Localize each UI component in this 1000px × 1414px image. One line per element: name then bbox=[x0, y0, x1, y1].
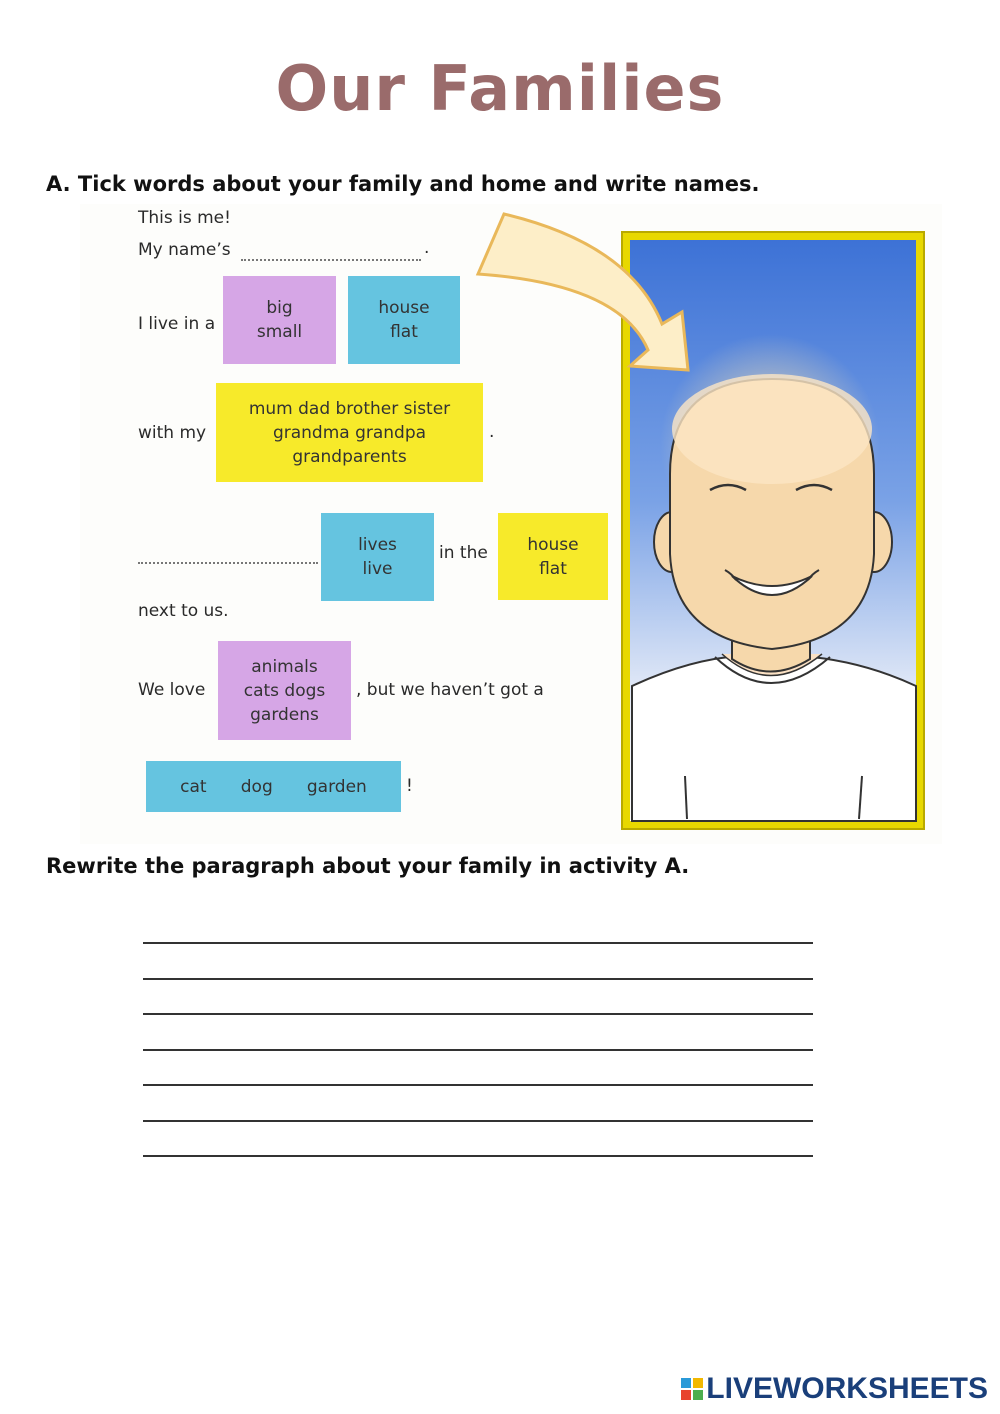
my-name-label: My name’s bbox=[138, 240, 231, 260]
singular-choice-box[interactable] bbox=[146, 761, 401, 812]
choice-cats-dogs[interactable]: cats dogs bbox=[243, 680, 326, 701]
page-title: Our Families bbox=[275, 52, 725, 125]
choice-big[interactable]: big bbox=[266, 298, 293, 318]
but-we-havent-text: , but we haven’t got a bbox=[356, 680, 544, 700]
home-choice-box-1[interactable] bbox=[348, 276, 460, 364]
choice-live[interactable]: live bbox=[362, 559, 393, 579]
relative-name-blank[interactable] bbox=[138, 552, 318, 564]
choice-animals[interactable]: animals bbox=[251, 656, 318, 677]
writing-line[interactable] bbox=[143, 978, 813, 980]
section-a-heading: A. Tick words about your family and home and write names. bbox=[46, 172, 760, 196]
writing-line[interactable] bbox=[143, 1049, 813, 1051]
choice-cat[interactable]: cat bbox=[180, 776, 207, 797]
choice-house-1[interactable]: house bbox=[378, 298, 430, 318]
choice-garden[interactable]: garden bbox=[306, 776, 367, 797]
writing-line[interactable] bbox=[143, 1120, 813, 1122]
choice-family-line-3[interactable]: grandparents bbox=[292, 446, 407, 467]
choice-house-2[interactable]: house bbox=[527, 534, 579, 555]
verb-choice-box[interactable] bbox=[321, 513, 434, 601]
in-the-label: in the bbox=[439, 543, 488, 563]
shirt bbox=[632, 656, 916, 821]
rewrite-heading: Rewrite the paragraph about your family in activity A. bbox=[46, 854, 690, 878]
animals-choice-box[interactable] bbox=[218, 641, 351, 740]
with-my-period: . bbox=[489, 422, 495, 442]
next-to-us-text: next to us. bbox=[138, 601, 229, 621]
exclaim-text: ! bbox=[406, 776, 413, 796]
choice-family-line-2[interactable]: grandma grandpa bbox=[272, 422, 427, 443]
this-is-me-text: This is me! bbox=[138, 208, 231, 228]
logo-blocks-icon bbox=[681, 1378, 703, 1400]
choice-lives[interactable]: lives bbox=[358, 535, 397, 555]
writing-line[interactable] bbox=[143, 1155, 813, 1157]
writing-line[interactable] bbox=[143, 1013, 813, 1015]
choice-flat-1[interactable]: flat bbox=[390, 322, 418, 342]
size-choice-box[interactable] bbox=[223, 276, 336, 364]
choice-dog[interactable]: dog bbox=[240, 776, 273, 797]
choice-flat-2[interactable]: flat bbox=[539, 558, 567, 579]
i-live-in-a-label: I live in a bbox=[138, 314, 216, 334]
we-love-label: We love bbox=[138, 680, 206, 700]
liveworksheets-logo bbox=[681, 1372, 988, 1406]
name-blank[interactable] bbox=[241, 246, 421, 261]
with-my-label: with my bbox=[138, 423, 207, 443]
choice-small[interactable]: small bbox=[256, 322, 303, 342]
choice-family-line-1[interactable]: mum dad brother sister bbox=[248, 398, 451, 419]
logo-text: LIVEWORKSHEETS bbox=[706, 1372, 988, 1405]
choice-gardens[interactable]: gardens bbox=[250, 704, 319, 725]
writing-line[interactable] bbox=[143, 942, 813, 944]
family-choice-box[interactable] bbox=[216, 383, 483, 482]
name-period: . bbox=[424, 238, 430, 258]
writing-line[interactable] bbox=[143, 1084, 813, 1086]
portrait-illustration bbox=[470, 204, 940, 840]
